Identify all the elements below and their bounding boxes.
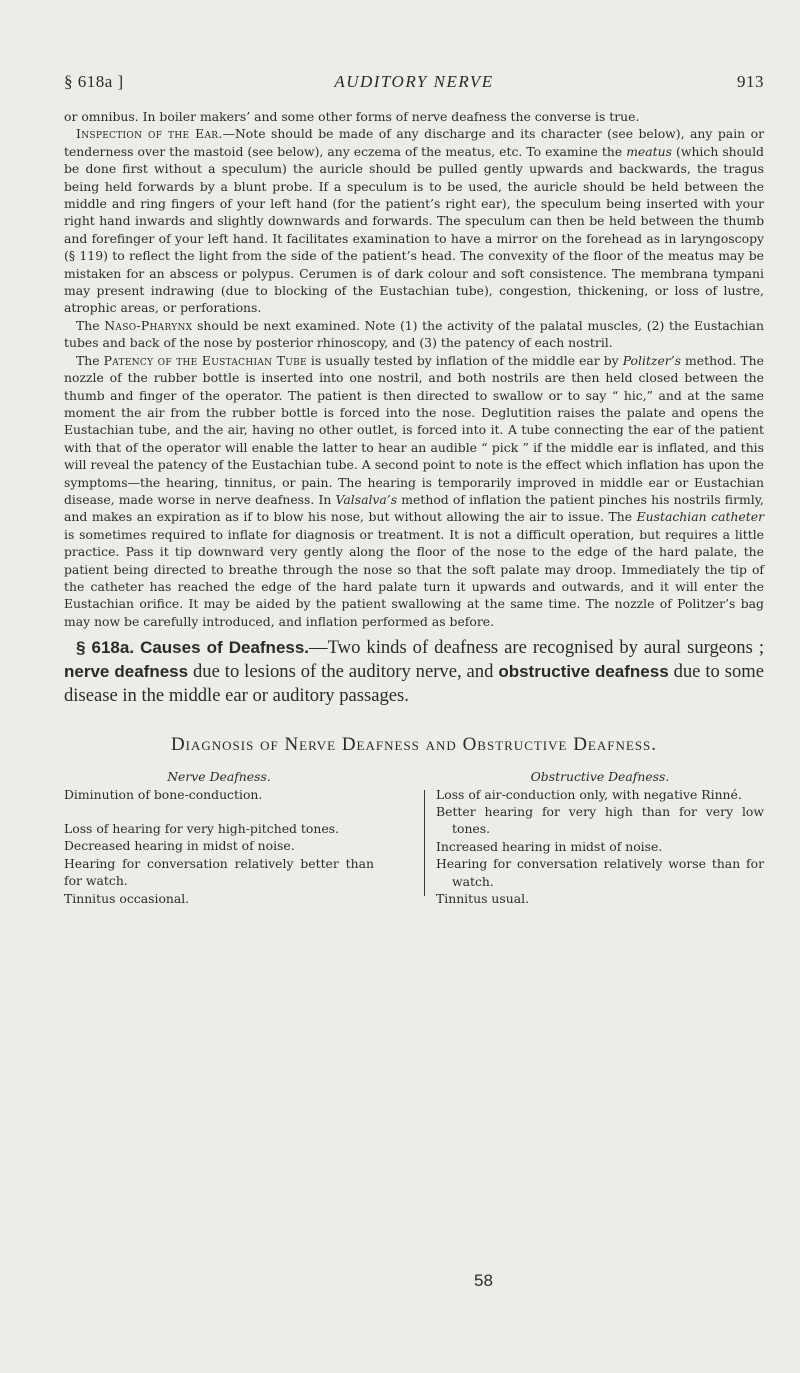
diagnosis-heading: Diagnosis of Nerve Deafness and Obstructive Deafness. xyxy=(170,734,658,756)
section-number: § 618a. xyxy=(76,638,135,658)
section-reference: § 618a ] xyxy=(64,72,124,91)
diagnosis-item: Hearing for conversation relatively worse than for watch. xyxy=(436,856,764,889)
term-obstructive-deafness: obstructive deafness xyxy=(498,662,669,682)
text-run: or omnibus. In boiler makers’ and some other forms of nerve deafness the converse is true. xyxy=(64,109,640,124)
section-text-3: due to some disease in the middle ear or auditory passages. xyxy=(64,661,764,707)
text-run: (which should be done first without a speculum) the auricle should be pulled gently upwards and backwards, the tragus being held forwards by a blunt probe. If a speculum is to be used, the auricle should be held between the middle and ring fingers of your left hand (for the patient’s right ear), the speculum being inserted with your right hand inwards and slightly downwards and forwards. The speculum can then be held between the thumb and forefinger of your left hand. It facilitates examination to have a mirror on the forehead as in laryngoscopy (§ 119) to reflect the light from the side of the patient’s head. The convexity of the floor of the meatus may be mistaken for an abscess or polypus. Cerumen is of dark colour and soft consistence. The membrana tympani may present indrawing (due to blocking of the Eustachian tube), congestion, thickening, or loss of lustre, atrophic areas, or perforations. xyxy=(64,143,764,316)
diagnosis-item: Better hearing for very high than for very low tones. xyxy=(436,804,764,837)
obstructive-deafness-column xyxy=(436,768,764,907)
section-heading: Causes of Deafness. xyxy=(140,638,310,658)
paragraph xyxy=(64,352,764,631)
text-run: —Note should be made of any discharge and its character (see below), any pain or tenderness over the mastoid (see below), any eczema of the meatus, etc. To examine the xyxy=(64,126,764,159)
diagnosis-item: Tinnitus usual. xyxy=(436,891,530,907)
running-title: AUDITORY NERVE xyxy=(334,72,494,91)
text-run: The xyxy=(76,352,104,368)
term-nerve-deafness: nerve deafness xyxy=(64,662,189,682)
text-run: method. The nozzle of the rubber bottle is inserted into one nostril, and both nostrils are then held closed between the thumb and finger of the operator. The patient is then directed to swallow or to say “ hic,” and at the same moment the air from the rubber bottle is forced into the nose. Deglutition raises the palate and opens the Eustachian tube, and the air, having no other outlet, is forced into it. A tube connecting the ear of the patient with that of the operator will enable the latter to hear an audible “ pick ” if the middle ear is inflated, and this will reveal the patency of the Eustachian tube. A second point to note is the effect which inflation has upon the symptoms—the hearing, tinnitus, or pain. The hearing is temporarily improved in middle ear or Eustachian disease, made worse in nerve deafness. In xyxy=(64,352,764,507)
run-in-heading: Patency of the Eustachian Tube xyxy=(103,352,307,368)
text-run: should be next examined. Note (1) the activity of the palatal muscles, (2) the Eustachian tubes and back of the nose by posterior rhinoscopy, and (3) the patency of each nostril. xyxy=(64,317,764,351)
diagnosis-item: Tinnitus occasional. xyxy=(64,890,190,906)
text-run: is usually tested by inflation of the middle ear by xyxy=(306,352,623,368)
paragraph xyxy=(64,125,764,316)
italic-term: Eustachian catheter xyxy=(636,509,764,525)
body-text xyxy=(64,108,764,630)
page-number: 913 xyxy=(737,72,764,91)
section-618a-paragraph xyxy=(64,636,764,708)
diagnosis-table xyxy=(64,768,764,907)
nerve-deafness-title: Nerve Deafness. xyxy=(167,769,271,785)
text-run: is sometimes required to inflate for diagnosis or treatment. It is not a difficult operation, but requires a little practice. Pass it tip downward very gently along the floor of the nose to the edge of the hard palate, the patient being directed to breathe through the nose so that the soft palate may droop. Immediately the tip of the catheter has reached the edge of the hard palate turn it upwards and outwards, and it will enter the Eustachian orifice. It may be aided by the patient swallowing at the same time. The nozzle of Politzer’s bag may now be carefully introduced, and inflation performed as before. xyxy=(64,526,764,629)
diagnosis-item: Decreased hearing in midst of noise. xyxy=(64,838,295,854)
column-divider xyxy=(424,790,425,896)
diagnosis-item: Hearing for conversation relatively better than for watch. xyxy=(64,855,374,889)
running-head xyxy=(64,72,764,102)
signature-mark: 58 xyxy=(474,1271,493,1290)
run-in-heading: Inspection of the Ear. xyxy=(76,126,223,142)
run-in-heading: Naso-Pharynx xyxy=(104,317,193,333)
diagnosis-item: Increased hearing in midst of noise. xyxy=(436,838,663,854)
paragraph xyxy=(64,108,764,125)
paragraph xyxy=(64,317,764,352)
text-run: method of inflation the patient pinches his nostrils firmly, and makes an expiration as if to blow his nose, but without allowing the air to issue. The xyxy=(64,491,764,525)
text-run: The xyxy=(76,317,105,333)
obstructive-deafness-title: Obstructive Deafness. xyxy=(530,769,670,785)
italic-term: Valsalva’s xyxy=(335,491,398,507)
nerve-deafness-column xyxy=(64,768,374,907)
section-text-2: due to lesions of the auditory nerve, and xyxy=(188,661,499,683)
spacer xyxy=(64,803,374,820)
italic-term: Politzer’s xyxy=(622,352,681,368)
diagnosis-item: Loss of air-conduction only, with negative Rinné. xyxy=(436,786,742,802)
book-page xyxy=(64,72,764,907)
diagnosis-item: Loss of hearing for very high-pitched tones. xyxy=(64,821,339,836)
diagnosis-item: Diminution of bone-conduction. xyxy=(64,786,263,802)
section-text-1: —Two kinds of deafness are recognised by aural surgeons ; xyxy=(309,637,764,659)
italic-term: meatus xyxy=(626,143,672,159)
